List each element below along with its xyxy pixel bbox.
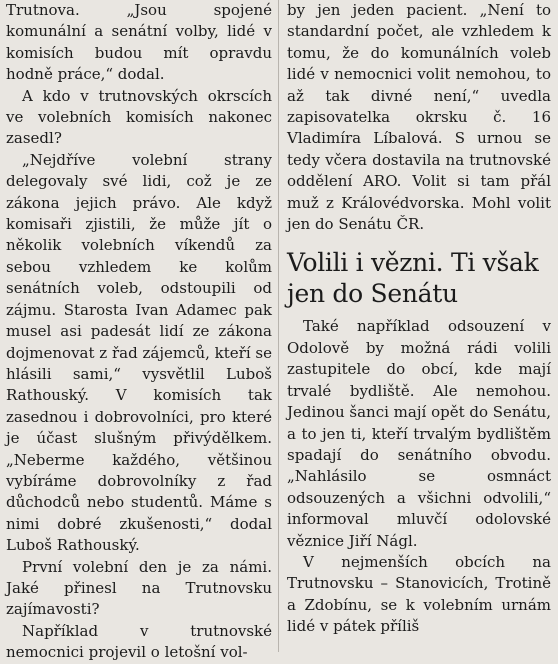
question-paragraph: První volební den je za námi. Jaké přinesl na Trutnovsku zajímavosti? [6, 557, 272, 619]
paragraph: „Nejdříve volební strany delegovaly své lidi, což je ze zákona jejich právo. Ale když komisaři zjistili, že může jít o několik volebních víkendů za sebou vzhledem ke kolům senátních voleb, odstoupili od zájmu. Starosta Ivan Adamec pak musel asi padesát lidí ze zákona dojmenovat z řad zájemců, kteří se hlásili sami,“ vysvětlil Luboš Rathouský. V komisích tak zasednou i dobrovolníci, pro které je účast slušným přivýdělkem. „Neberme každého, většinou vybíráme dobrovolníky z řad důchodců nebo studentů. Máme s nimi dobré zkušenosti,“ dodal Luboš Rathouský. [6, 150, 272, 555]
column-divider [278, 0, 279, 652]
paragraph: Trutnova. „Jsou spojené komunální a senátní volby, lidé v komisích budou mít opravdu hodně práce,“ dodal. [6, 1, 272, 84]
left-column [6, 0, 272, 664]
subheading: Volili i vězni. Ti však jen do Senátu [287, 248, 539, 309]
paragraph: V nejmenších obcích na Trutnovsku – Stanovicích, Trotině a Zdobínu, se k volebním urnám lidé v pátek příliš [287, 552, 551, 636]
paragraph: by jen jeden pacient. „Není to standardní počet, ale vzhledem k tomu, že do komunálních voleb lidé v nemocnici volit nemohou, to až tak divné není,“ uvedla zapisovatelka okrsku č. 16 Vladimíra Líbalová. S urnou se tedy včera dostavila na trutnovské oddělení ARO. Volit si tam přál muž z Královédvorska. Mohl volit jen do Senátu ČR. [287, 1, 551, 234]
right-column [287, 0, 551, 638]
question-paragraph: A kdo v trutnovských okrscích ve volebních komisích nakonec zasedl? [6, 86, 272, 148]
paragraph: Například v trutnovské nemocnici projevil o letošní vol- [6, 621, 272, 662]
paragraph: Také například odsouzení v Odolově by možná rádi volili zastupitele do obcí, kde mají trvalé bydliště. Ale nemohou. Jedinou šanci mají opět do Senátu, a to jen ti, kteří trvalým bydlištěm spadají do senátního obvodu. „Nahlásilo se osmnáct odsouzených a všichni odvolili,“ informoval mluvčí odolovské věznice Jiří Nágl. [287, 317, 551, 550]
